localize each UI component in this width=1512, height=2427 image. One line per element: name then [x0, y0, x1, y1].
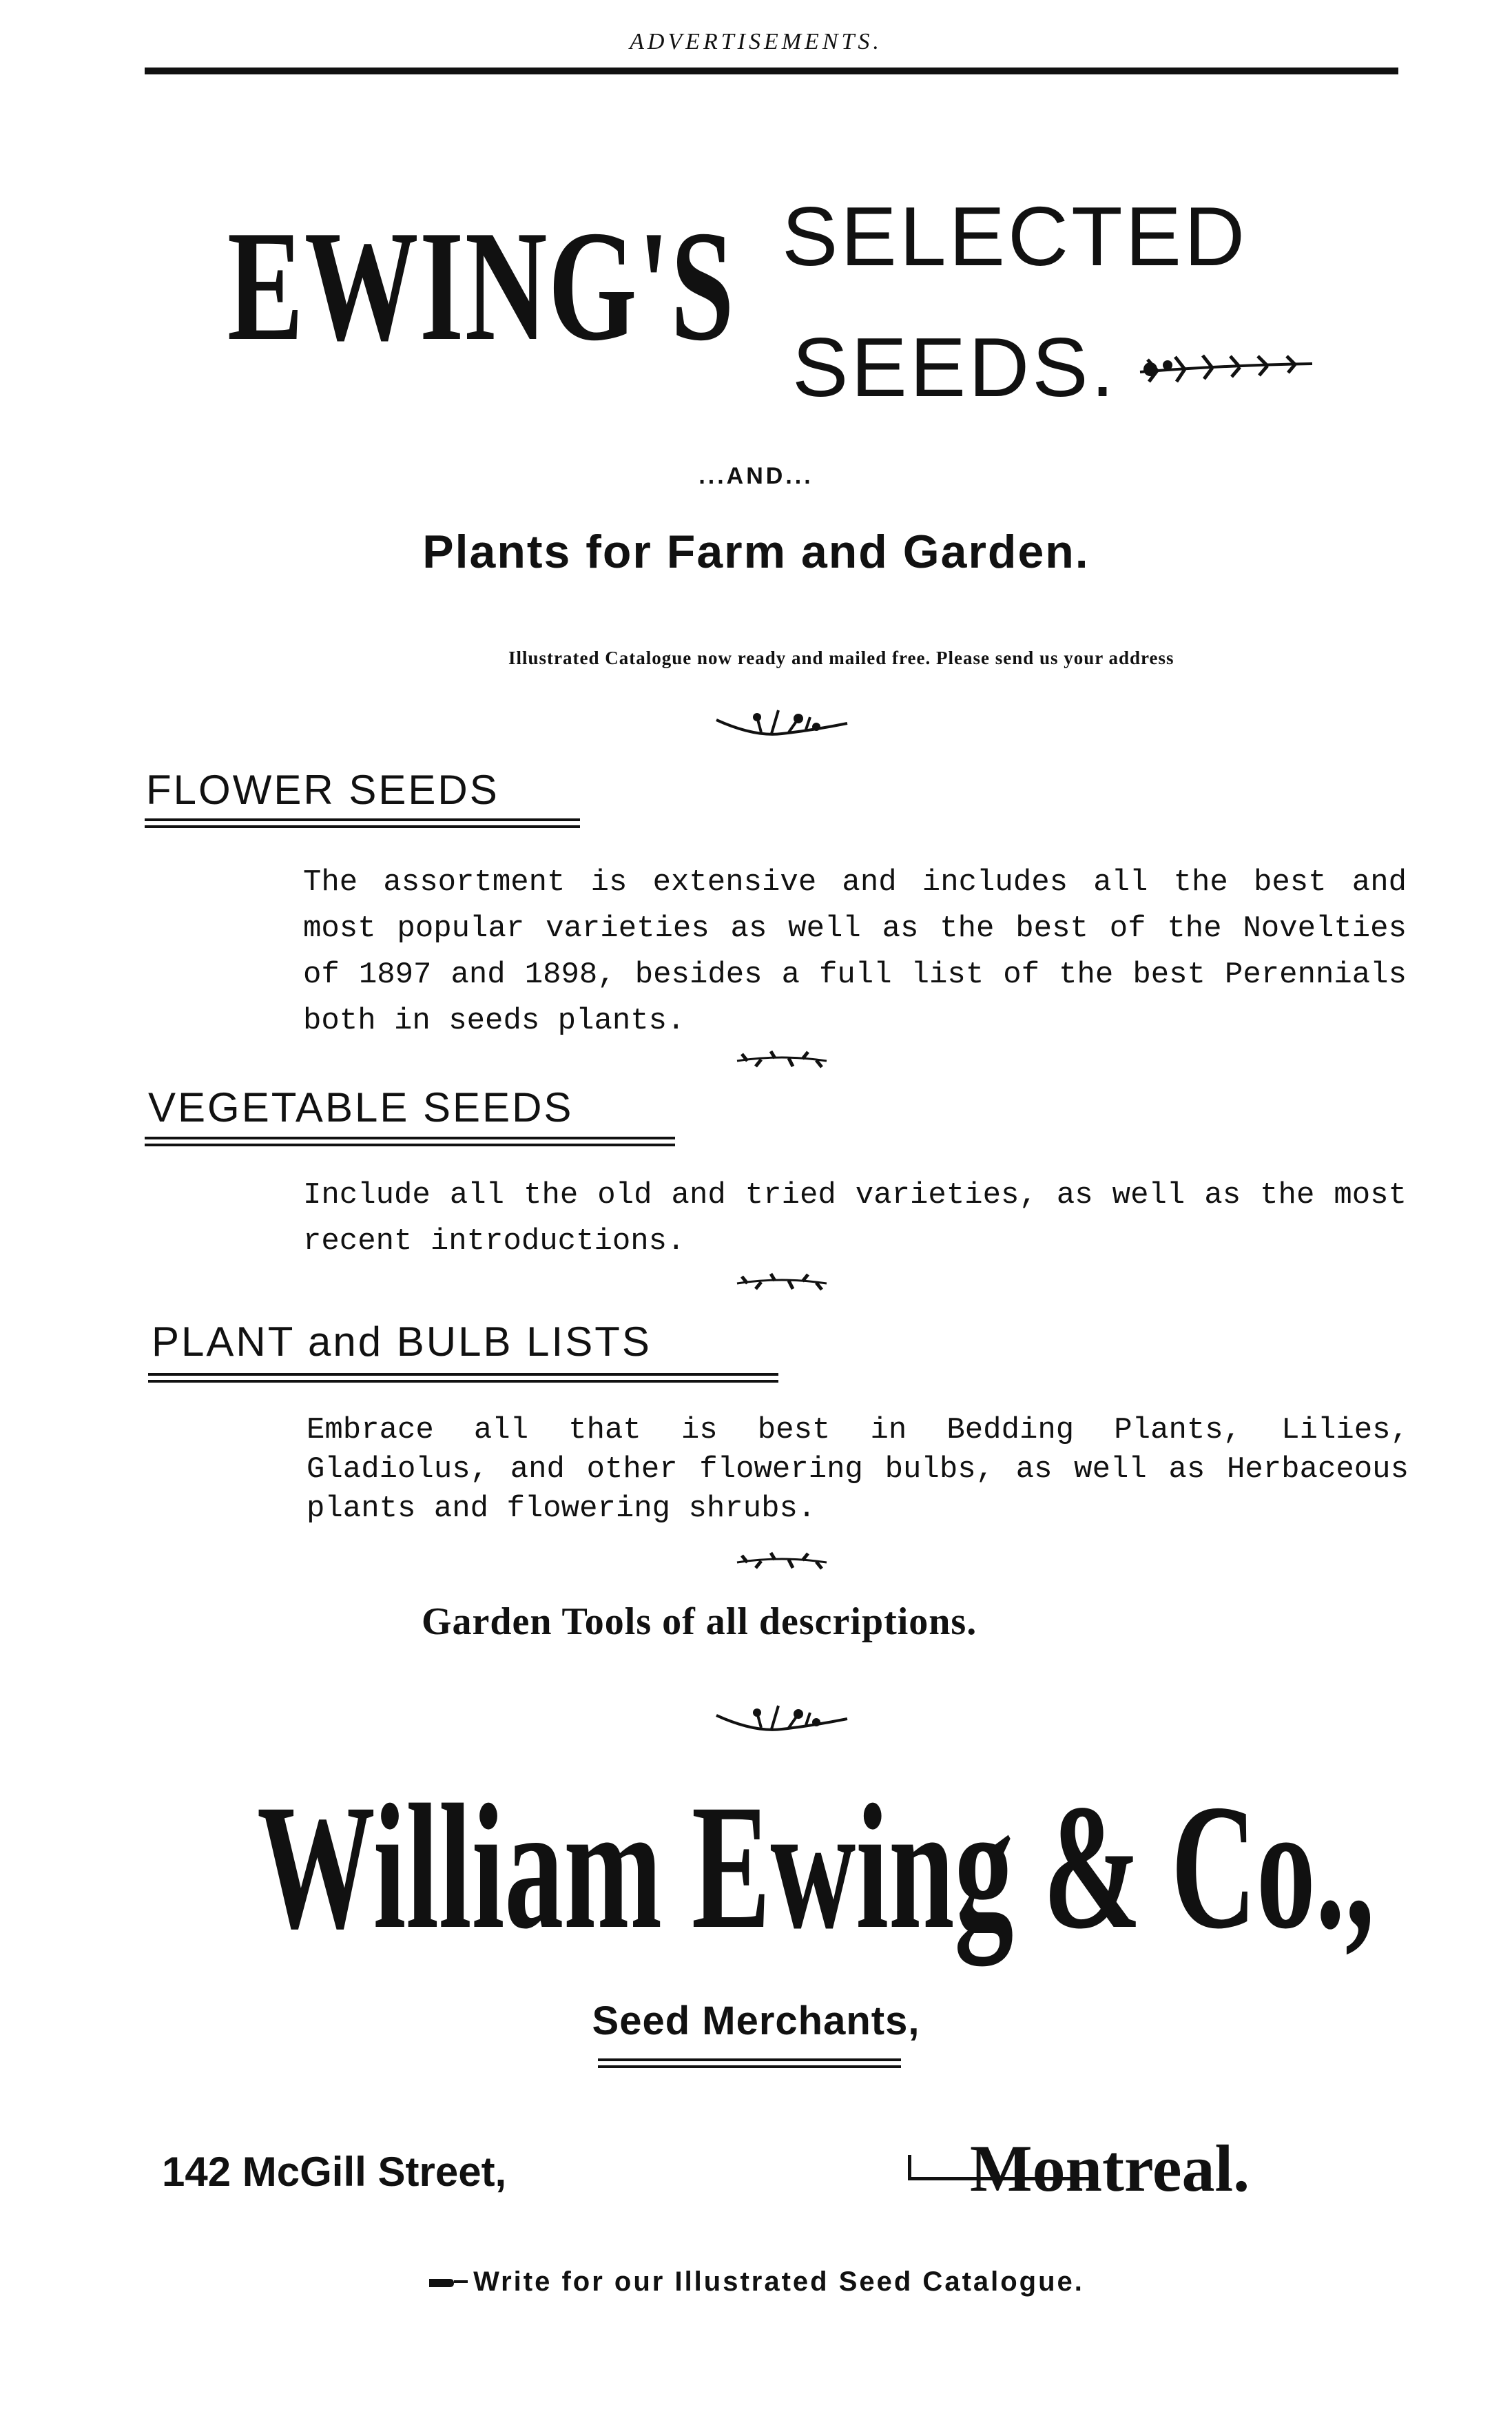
section-text-vegetable-seeds: Include all the old and tried varieties, as well as the most recent introductions.	[303, 1178, 1407, 1259]
title-selected: SELECTED	[782, 189, 1248, 283]
section-text-flower-seeds: The assortment is extensive and includes all the best and most popular varieties as well as the best of the Novelties of 1897 and 1898, besides a full list of the best Perennials both in seeds plants.	[303, 865, 1407, 1038]
title-seeds: SEEDS.	[792, 320, 1117, 414]
section-text-plant-bulb-lists: Embrace all that is best in Bedding Plants, Lilies, Gladiolus, and other flowering bulbs, as well as Herbaceous plants and flowering shrubs.	[307, 1413, 1409, 1526]
section-heading-flower-seeds: FLOWER SEEDS	[146, 767, 499, 813]
street-address: 142 McGill Street,	[162, 2149, 507, 2195]
footer-text: Write for our Illustrated Seed Catalogue.	[473, 2266, 1084, 2297]
brand-title: EWING'S	[227, 198, 736, 373]
company-name: William Ewing & Co.,	[257, 1768, 1375, 1966]
heading-double-rule	[145, 818, 580, 828]
leaf-sprig-ornament-icon	[734, 1550, 830, 1573]
company-tagline: Seed Merchants,	[592, 1999, 920, 2043]
leaf-sprig-ornament-icon	[734, 1049, 830, 1072]
pointing-hand-icon	[428, 2275, 469, 2291]
footer-line	[0, 2266, 1512, 2297]
heading-double-rule	[145, 1137, 675, 1146]
garden-tools-line: Garden Tools of all descriptions.	[422, 1600, 977, 1643]
section-heading-vegetable-seeds: VEGETABLE SEEDS	[148, 1084, 574, 1130]
heading-double-rule	[148, 1373, 778, 1383]
leaf-sprig-ornament-icon	[713, 706, 851, 747]
section-heading-plant-bulb-lists: PLANT and BULB LISTS	[152, 1319, 652, 1365]
city-name: Montreal.	[970, 2131, 1250, 2205]
leaf-sprig-ornament-icon	[734, 1271, 830, 1294]
catalogue-note: Illustrated Catalogue now ready and mailed free. Please send us your address	[508, 648, 1174, 668]
tagline-double-rule	[598, 2058, 901, 2068]
subtitle: Plants for Farm and Garden.	[422, 526, 1090, 578]
top-rule	[145, 68, 1398, 74]
leaf-sprig-ornament-icon	[713, 1702, 851, 1743]
leaf-sprig-ornament-icon	[1137, 344, 1316, 393]
running-head: ADVERTISEMENTS.	[630, 29, 882, 54]
connector-and: ...AND...	[698, 463, 814, 489]
city-flourish	[908, 2155, 921, 2180]
